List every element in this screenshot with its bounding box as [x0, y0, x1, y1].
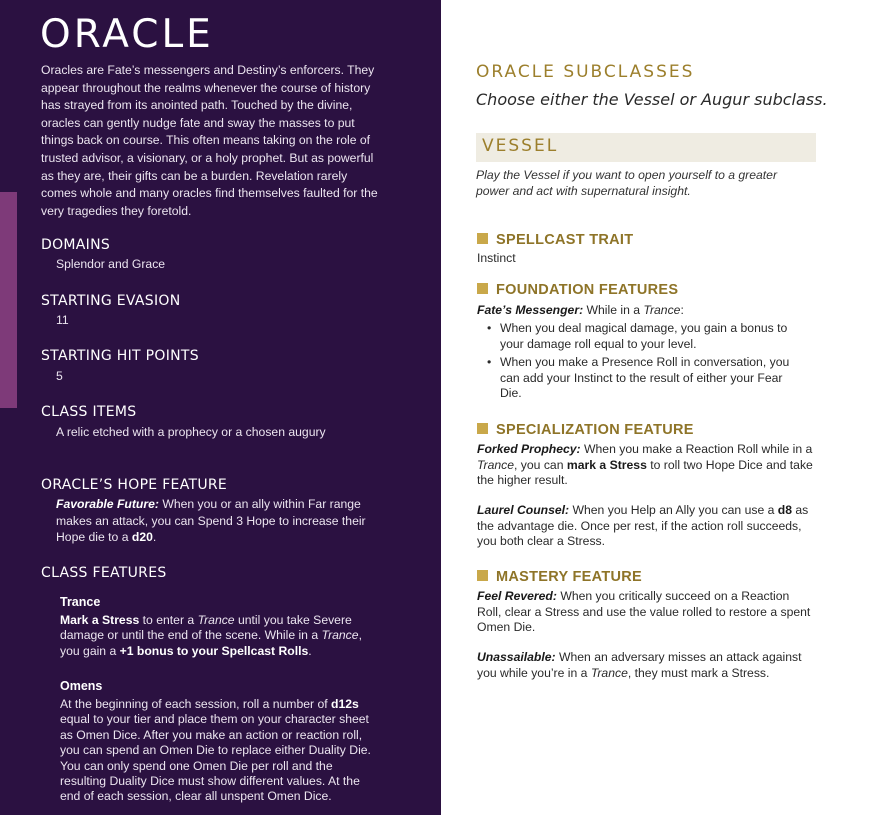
hit-points-heading: STARTING HIT POINTS — [41, 348, 199, 364]
trance-lead: Mark a Stress — [60, 613, 140, 627]
fates-messenger-text: Fate’s Messenger: While in a Trance: — [477, 303, 684, 317]
unassailable-trance: Trance — [590, 665, 628, 680]
feel-revered-text — [477, 589, 817, 636]
trance-feature-text: Mark a Stress to enter a Trance until you take Severe damage or until the end of the scene. While in a Trance, you gain a +1 bonus to your Spellcast Rolls. — [60, 613, 362, 658]
unassailable-text — [477, 650, 817, 681]
list-item: • When you make a Presence Roll in conversation, you can add your Instinct to the result of either your Fear Die. — [487, 355, 797, 402]
trance-bonus: +1 bonus to your Spellcast Rolls — [119, 643, 309, 658]
heading-square-icon — [477, 233, 488, 244]
spellcast-trait-value: Instinct — [477, 251, 516, 265]
forked-text-2: , you can — [514, 457, 564, 472]
heading-square-icon — [477, 283, 488, 294]
forked-text-1: When you make a Reaction Roll while in a — [584, 442, 813, 456]
list-item: • When you deal magical damage, you gain a bonus to your damage roll equal to your level. — [487, 321, 797, 352]
hope-feature-text: Favorable Future: When you or an ally within Far range makes an attack, you can Spend 3 Hope to increase their Hope die to a d20. — [56, 497, 366, 544]
unassailable-text-1: When an adversary misses an attack against you while you’re in a — [477, 650, 802, 680]
class-intro: Oracles are Fate’s messengers and Destiny’s enforcers. They appear throughout the realms whenever the course of history has strayed from its anointed path. Touched by the divine, oracles can gently nudge fate and sway the masses to put things back on course. This often means taking on the role of trusted advisor, a visionary, or a holy prophet. But as powerful as they are, their gifts can be a burden. Revelation rarely comes whole and many oracles find themselves faulted for the very tragedies they foretold. — [41, 63, 378, 218]
trance-text-1: to enter a — [142, 613, 195, 627]
hope-die: d20 — [131, 530, 153, 544]
subclasses-intro: Choose either the Vessel or Augur subclass. — [476, 90, 828, 109]
omens-text-1: At the beginning of each session, roll a number of — [60, 697, 328, 711]
heading-square-icon — [477, 570, 488, 581]
trance-feature-name: Trance — [60, 595, 101, 609]
mastery-feature-label: MASTERY FEATURE — [496, 569, 643, 585]
unassailable-text-2: , they must mark a Stress. — [627, 665, 770, 680]
vessel-title: VESSEL — [482, 136, 559, 156]
hope-feature-heading: ORACLE’S HOPE FEATURE — [41, 477, 228, 493]
laurel-counsel-name: Laurel Counsel: — [477, 503, 570, 517]
specialization-feature-heading — [477, 422, 694, 438]
forked-mark-stress: mark a Stress — [566, 457, 647, 472]
laurel-text-2: as the advantage die. Once per rest, if the action roll succeeds, you both clear a Stress. — [477, 503, 809, 549]
class-features-heading: CLASS FEATURES — [41, 565, 167, 581]
unassailable-name: Unassailable: — [477, 650, 556, 664]
trance-word: Trance — [197, 613, 235, 627]
feel-revered-name: Feel Revered: — [477, 589, 557, 603]
class-items-value: A relic etched with a prophecy or a chosen augury — [56, 425, 326, 439]
spellcast-trait-label: SPELLCAST TRAIT — [496, 232, 634, 248]
accent-bar — [0, 192, 17, 408]
hope-feature-desc: When you or an ally within Far range makes an attack, you can Spend 3 Hope to increase their Hope die to a — [56, 497, 366, 544]
forked-text-3: to roll two Hope Dice and take the higher result. — [477, 457, 813, 488]
forked-prophecy-text — [477, 442, 817, 489]
vessel-title-band — [476, 133, 816, 162]
evasion-value: 11 — [56, 313, 69, 327]
fates-messenger-name: Fate’s Messenger: — [477, 303, 584, 317]
omens-feature-text — [60, 697, 380, 805]
specialization-feature-label: SPECIALIZATION FEATURE — [496, 422, 694, 438]
subclasses-heading: ORACLE SUBCLASSES — [476, 62, 695, 82]
fates-messenger-trance: Trance — [643, 303, 681, 317]
laurel-die: d8 — [777, 503, 793, 517]
fates-messenger-lead: While in a — [586, 303, 641, 317]
foundation-features-label: FOUNDATION FEATURES — [496, 282, 679, 298]
fates-messenger-list — [487, 321, 797, 405]
spellcast-trait-heading — [477, 232, 633, 248]
forked-trance: Trance — [477, 457, 515, 472]
class-items-heading: CLASS ITEMS — [41, 404, 137, 420]
foundation-features-heading — [477, 282, 678, 298]
domains-value: Splendor and Grace — [56, 257, 166, 271]
omens-dice: d12s — [331, 697, 359, 711]
omens-text-2: equal to your tier and place them on your character sheet as Omen Dice. After you make an action or reaction roll, you can spend an Omen Die to replace either Duality Die. You can only spend one Omen Die per roll and the resulting Duality Dice must show different values. At the end of each session, clear all unspent Omen Dice. — [60, 712, 371, 804]
evasion-heading: STARTING EVASION — [41, 293, 181, 309]
heading-square-icon — [477, 423, 488, 434]
feel-revered-desc: When you critically succeed on a Reaction Roll, clear a Stress and use the value rolled to restore a spent Omen Die. — [477, 589, 811, 635]
trance-text-2: until you take Severe damage or until the end of the scene. While in a — [60, 613, 352, 643]
vessel-description: Play the Vessel if you want to open yourself to a greater power and act with supernatural insight. — [476, 168, 778, 198]
class-title: ORACLE — [40, 12, 214, 57]
hit-points-value: 5 — [56, 369, 63, 383]
omens-feature-name: Omens — [60, 679, 103, 693]
domains-heading: DOMAINS — [41, 237, 111, 253]
trance-text-3: you gain a — [60, 643, 117, 658]
hope-feature-name: Favorable Future: — [56, 497, 159, 511]
laurel-counsel-text — [477, 503, 817, 550]
mastery-feature-heading — [477, 569, 642, 585]
subclass-panel — [441, 0, 882, 815]
trance-word-2: Trance — [321, 628, 359, 643]
laurel-text-1: When you Help an Ally you can use a — [572, 503, 775, 517]
forked-prophecy-name: Forked Prophecy: — [477, 442, 581, 456]
